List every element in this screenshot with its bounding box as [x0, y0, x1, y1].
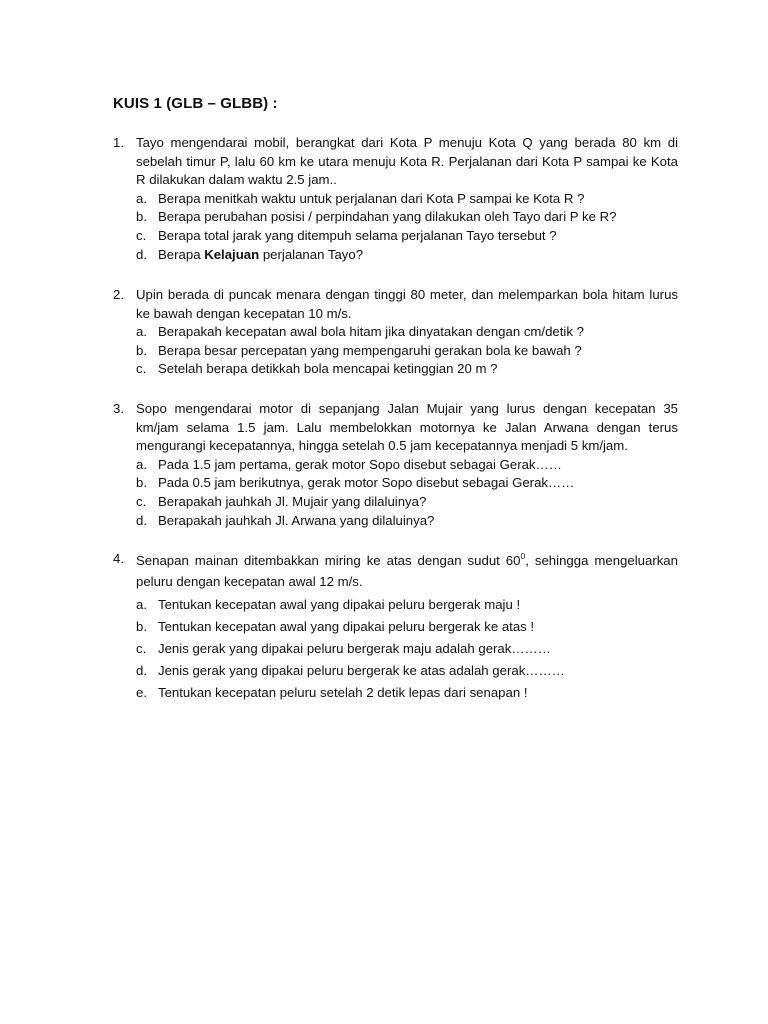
option-letter: b. — [136, 209, 147, 225]
option-text: Jenis gerak yang dipakai peluru bergerak maju adalah gerak……… — [158, 641, 551, 656]
option-item — [136, 682, 678, 704]
option-text: Tentukan kecepatan awal yang dipakai peluru bergerak maju ! — [158, 597, 521, 612]
question-text: Sopo mengendarai motor di sepanjang Jalan Mujair yang lurus dengan kecepatan 35 km/jam selama 1.5 jam. Lalu membelokkan motornya ke Jalan Arwana dengan terus mengurangi kecepatannya, hingga setelah 0.5 jam kecepatannya menjadi 5 km/jam. — [136, 401, 678, 454]
question-number: 2. — [113, 287, 124, 302]
option-item — [136, 594, 678, 616]
option-list — [136, 323, 678, 379]
question-number: 3. — [113, 401, 124, 416]
option-letter: b. — [136, 619, 147, 634]
option-letter: c. — [136, 361, 147, 377]
option-letter: a. — [136, 324, 147, 340]
question-number: 1. — [113, 135, 124, 150]
option-text: Berapa besar percepatan yang mempengaruhi gerakan bola ke bawah ? — [158, 342, 582, 358]
option-text: Pada 1.5 jam pertama, gerak motor Sopo disebut sebagai Gerak…… — [158, 456, 562, 472]
option-letter: c. — [136, 641, 147, 656]
option-item — [136, 208, 678, 227]
option-text — [158, 246, 678, 265]
question-text-post: , sehingga mengeluarkan peluru dengan kecepatan awal 12 m/s. — [136, 553, 678, 589]
question-text-pre: Senapan mainan ditembakkan miring ke atas dengan sudut 60 — [136, 553, 521, 568]
option-item — [136, 456, 678, 475]
option-text: Tentukan kecepatan peluru setelah 2 detik lepas dari senapan ! — [158, 685, 528, 700]
option-letter: e. — [136, 685, 147, 700]
option-item — [136, 616, 678, 638]
option-letter: a. — [136, 190, 147, 206]
option-letter: d. — [136, 663, 147, 678]
option-item — [136, 474, 678, 493]
option-letter: a. — [136, 456, 147, 472]
option-text: Berapakah kecepatan awal bola hitam jika dinyatakan dengan cm/detik ? — [158, 324, 584, 340]
question-number: 4. — [113, 551, 124, 566]
option-item — [136, 323, 678, 342]
question-text: Tayo mengendarai mobil, berangkat dari Kota P menuju Kota Q yang berada 80 km di sebelah timur P, lalu 60 km ke utara menuju Kota R. Perjalanan dari Kota P sampai ke Kota R dilakukan dalam waktu 2.5 jam.. — [136, 135, 678, 188]
option-text: Berapakah jauhkah Jl. Mujair yang dilaluinya? — [158, 493, 427, 509]
option-text: Jenis gerak yang dipakai peluru bergerak ke atas adalah gerak……… — [158, 663, 565, 678]
option-list — [136, 594, 678, 704]
option-item — [136, 638, 678, 660]
option-item — [136, 227, 678, 246]
option-text: Berapa perubahan posisi / perpindahan yang dilakukan oleh Tayo dari P ke R? — [158, 209, 617, 225]
question-text — [136, 550, 678, 592]
option-item — [136, 342, 678, 361]
option-letter: c. — [136, 227, 147, 243]
option-letter: d. — [136, 512, 147, 528]
option-list — [136, 190, 678, 264]
quiz-title: KUIS 1 (GLB – GLBB) : — [113, 95, 278, 112]
option-letter: a. — [136, 597, 147, 612]
option-text-bold: Kelajuan — [204, 246, 260, 262]
option-item — [136, 660, 678, 682]
option-item — [136, 360, 678, 379]
option-letter: c. — [136, 493, 147, 509]
question-text: Upin berada di puncak menara dengan tinggi 80 meter, dan melemparkan bola hitam lurus ke bawah dengan kecepatan 10 m/s. — [136, 287, 678, 321]
option-item — [136, 190, 678, 209]
option-letter: d. — [136, 246, 147, 262]
option-letter: b. — [136, 475, 147, 491]
option-text: Berapa total jarak yang ditempuh selama perjalanan Tayo tersebut ? — [158, 227, 557, 243]
option-text: Pada 0.5 jam berikutnya, gerak motor Sopo disebut sebagai Gerak…… — [158, 475, 575, 491]
question-4 — [113, 550, 678, 704]
option-item — [136, 512, 678, 531]
option-text: Berapakah jauhkah Jl. Arwana yang dilaluinya? — [158, 512, 435, 528]
option-text: Berapa menitkah waktu untuk perjalanan dari Kota P sampai ke Kota R ? — [158, 190, 585, 206]
option-letter: b. — [136, 342, 147, 358]
question-2 — [113, 286, 678, 379]
option-text-pre: Berapa — [158, 246, 205, 262]
option-text: Tentukan kecepatan awal yang dipakai peluru bergerak ke atas ! — [158, 619, 535, 634]
question-1 — [113, 134, 678, 264]
option-text: Setelah berapa detikkah bola mencapai ketinggian 20 m ? — [158, 361, 498, 377]
option-list — [136, 456, 678, 530]
option-item — [136, 493, 678, 512]
option-text-post: perjalanan Tayo? — [259, 246, 364, 262]
degree-superscript: 0 — [520, 551, 526, 561]
question-3 — [113, 400, 678, 530]
option-item — [136, 246, 678, 265]
